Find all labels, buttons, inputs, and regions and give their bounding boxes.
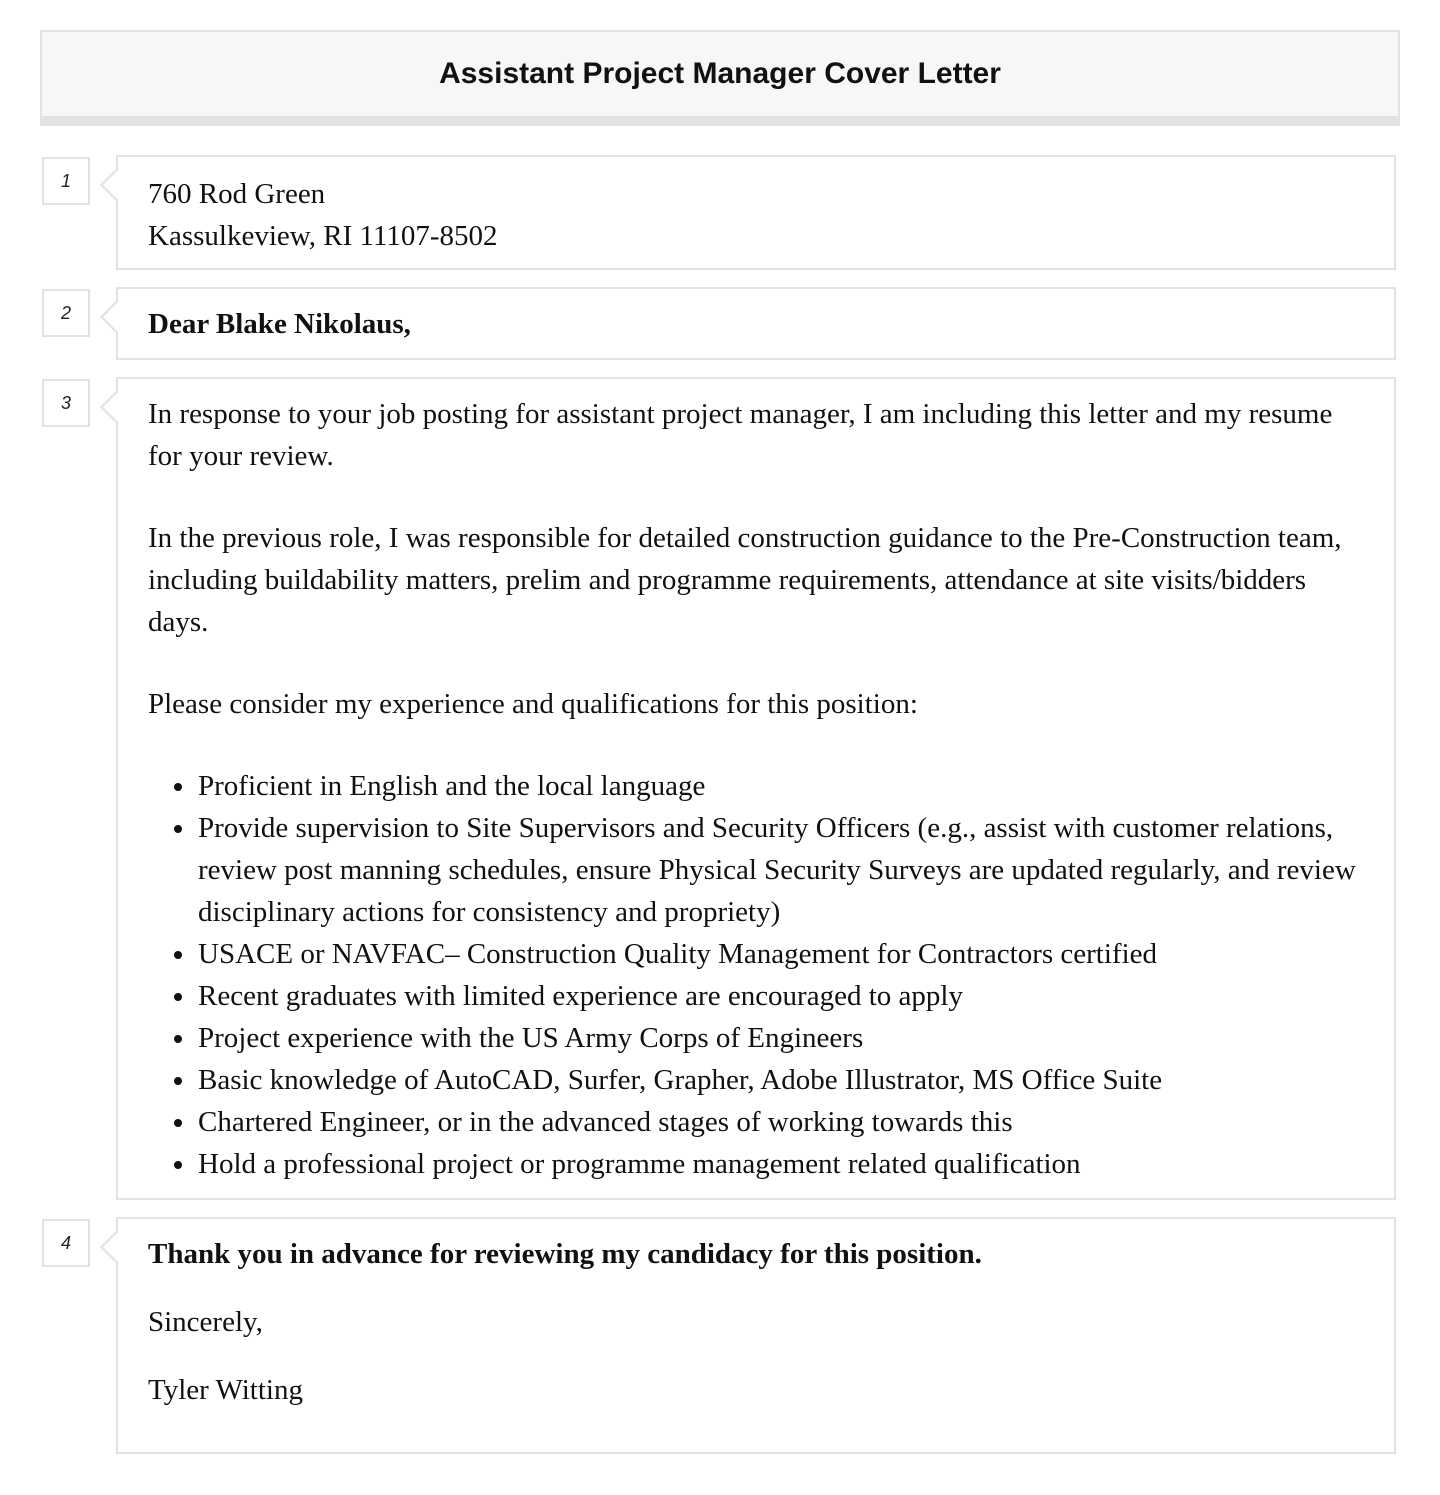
signoff: Sincerely, [148, 1306, 263, 1338]
qualifications-list [148, 765, 1364, 1185]
list-item: Basic knowledge of AutoCAD, Surfer, Grapher, Adobe Illustrator, MS Office Suite [198, 1059, 1364, 1101]
list-item: Proficient in English and the local language [198, 765, 1364, 807]
section-address [116, 155, 1396, 270]
section-number-3: 3 [42, 379, 90, 427]
section-body [116, 377, 1396, 1200]
body-paragraph-2: In the previous role, I was responsible for detailed construction guidance to the Pre-Construction team, including buildability matters, prelim and programme requirements, attendance at site visits/bidders days. [148, 522, 1342, 638]
list-item: Project experience with the US Army Corps of Engineers [198, 1017, 1364, 1059]
body-paragraph-1: In response to your job posting for assistant project manager, I am including this letter and my resume for your review. [148, 398, 1333, 472]
section-salutation [116, 287, 1396, 360]
list-item: USACE or NAVFAC– Construction Quality Management for Contractors certified [198, 933, 1364, 975]
section-number-1: 1 [42, 157, 90, 205]
signature-name: Tyler Witting [148, 1374, 303, 1406]
salutation: Dear Blake Nikolaus, [148, 308, 411, 340]
section-number-4: 4 [42, 1219, 90, 1267]
list-item: Hold a professional project or programme management related qualification [198, 1143, 1364, 1185]
list-item: Provide supervision to Site Supervisors and Security Officers (e.g., assist with customer relations, review post manning schedules, ensure Physical Security Surveys are updated regularly, and review disciplinary actions for consistency and propriety) [198, 807, 1364, 933]
address-line-2: Kassulkeview, RI 11107-8502 [148, 220, 498, 252]
document-title: Assistant Project Manager Cover Letter [439, 57, 1001, 90]
closing-line: Thank you in advance for reviewing my candidacy for this position. [148, 1238, 982, 1270]
section-closing [116, 1217, 1396, 1454]
list-item: Recent graduates with limited experience are encouraged to apply [198, 975, 1364, 1017]
address-line-1: 760 Rod Green [148, 178, 326, 210]
section-number-2: 2 [42, 289, 90, 337]
document-header [40, 30, 1400, 126]
body-paragraph-3: Please consider my experience and qualifications for this position: [148, 688, 918, 720]
list-item: Chartered Engineer, or in the advanced stages of working towards this [198, 1101, 1364, 1143]
